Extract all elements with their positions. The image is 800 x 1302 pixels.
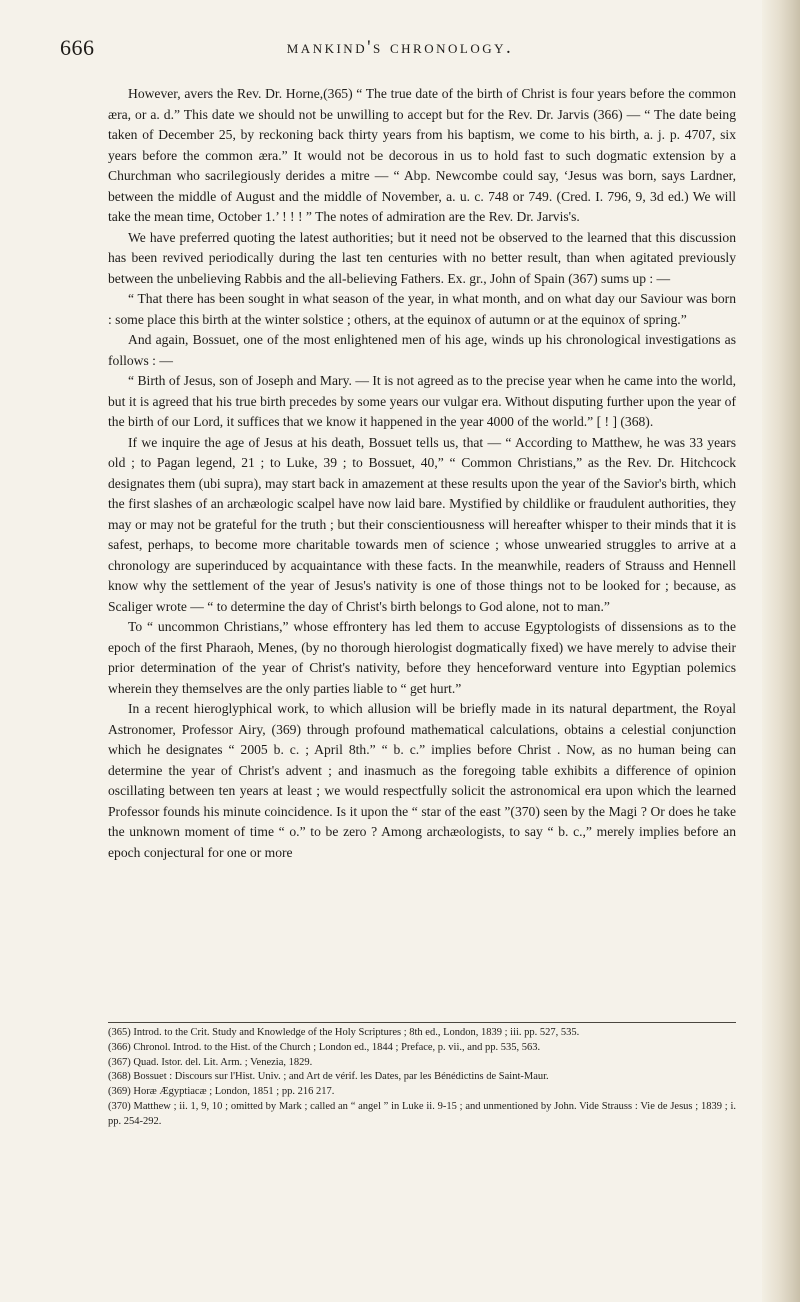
running-title: mankind's chronology. — [286, 37, 514, 58]
paragraph: If we inquire the age of Jesus at his death, Bossuet tells us, that — “ According to Matthew, he was 33 years old ; to Pagan legend, 21 ; to Luke, 39 ; to Bossuet, 40,” “ Common Christians,” as the Rev. Dr. Hitchcock designates them (ubi supra), may start back in amazement at these results upon the year of the Savior's birth, which the first slashes of an archæologic scalpel have now laid bare. Mystified by childlike or fraudulent authorities, they may or may not be grateful for the truth ; but their conscientiousness will hereafter whisper to their minds that it is safest, perhaps, to become more charitable towards men of science ; whose unwearied struggles to arrive at a chronology are superinduced by acquaintance with these facts. In the meanwhile, readers of Strauss and Hennell know why the settlement of the year of Jesus's nativity is one of those things not to be looked for ; because, as Scaliger wrote — “ to determine the day of Christ's birth belongs to God alone, not to man.” — [108, 434, 736, 614]
paragraph: We have preferred quoting the latest authorities; but it need not be observed to the learned that this discussion has been revived periodically during the last ten centuries with no better result, than when agitated previously between the unbelieving Rabbis and the all-believing Fathers. Ex. gr., John of Spain (367) sums up : — — [108, 229, 736, 286]
paragraph: To “ uncommon Christians,” whose effrontery has led them to accuse Egyptologists of dissensions as to the epoch of the first Pharaoh, Menes, (by no thorough hierologist dogmatically fixed) we have merely to advise their prior determination of the year of Christ's nativity, before they henceforward venture into Egyptian polemics wherein they themselves are the only parties liable to “ get hurt.” — [108, 619, 736, 696]
paragraph: However, avers the Rev. Dr. Horne,(365) “ The true date of the birth of Christ is four years before the common æra, or a. d.” This date we should not be unwilling to accept but for the Rev. Dr. Jarvis (366) — “ The date being taken of December 25, by reckoning back thirty years from his baptism, we come to his birth, a. j. p. 4707, six years before the common æra.” It would not be decorous in us to hold fast to such dogmatic extension by a Churchman who sacrilegiously derides a mitre — “ Abp. Newcombe could say, ‘Jesus was born, says Lardner, between the middle of August and the middle of November, a. u. c. 748 or 749. (Cred. I. 796, 9, 3d ed.) We will take the mean time, October 1.’ ! ! ! ” The notes of admiration are the Rev. Dr. Jarvis's. — [108, 86, 736, 224]
footnotes — [108, 1026, 736, 1130]
page-edge-shadow — [762, 0, 800, 1302]
page-header — [60, 35, 740, 65]
block-quote: “ That there has been sought in what season of the year, in what month, and on what day our Saviour was born : some place this birth at the winter solstice ; others, at the equinox of autumn or at the equinox of spring.” — [108, 291, 736, 327]
body-text — [108, 84, 736, 863]
footnote: (368) Bossuet : Discours sur l'Hist. Univ. ; and Art de vérif. les Dates, par les Bénédictins de Saint-Maur. — [108, 1071, 549, 1083]
footnote: (370) Matthew ; ii. 1, 9, 10 ; omitted by Mark ; called an “ angel ” in Luke ii. 9-15 ; and unmentioned by John. Vide Strauss : Vie de Jesus ; 1839 ; i. pp. 254-292. — [108, 1100, 736, 1127]
footnote: (369) Horæ Ægyptiacæ ; London, 1851 ; pp. 216 217. — [108, 1086, 335, 1098]
footnote: (367) Quad. Istor. del. Lit. Arm. ; Venezia, 1829. — [108, 1056, 313, 1068]
paragraph: In a recent hieroglyphical work, to which allusion will be briefly made in its natural department, the Royal Astronomer, Professor Airy, (369) through profound mathematical calculations, obtains a celestial conjunction which he designates “ 2005 b. c. ; April 8th.” “ b. c.” implies before Christ . Now, as no human being can determine the year of Christ's advent ; and inasmuch as the foregoing table exhibits a difference of opinion oscillating between ten years at least ; we would respectfully solicit the astronomical era upon which the learned Professor founds his minute coincidence. Is it upon the “ star of the east ”(370) seen by the Magi ? Or does he take the unknown moment of time “ o.” to be zero ? Among archæologists, to say “ b. c.,” merely implies before an epoch conjectural for one or more — [108, 701, 736, 860]
footnote: (365) Introd. to the Crit. Study and Knowledge of the Holy Scriptures ; 8th ed., London, 1839 ; iii. pp. 527, 535. — [108, 1027, 580, 1038]
paragraph: And again, Bossuet, one of the most enlightened men of his age, winds up his chronological investigations as follows : — — [108, 332, 736, 368]
page-number: 666 — [60, 35, 95, 60]
footnote: (366) Chronol. Introd. to the Hist. of the Church ; London ed., 1844 ; Preface, p. vii., and pp. 535, 563. — [108, 1041, 541, 1053]
block-quote: “ Birth of Jesus, son of Joseph and Mary. — It is not agreed as to the precise year when he came into the world, but it is agreed that his true birth precedes by some years our vulgar era. Without disputing further upon the year of the birth of our Lord, it suffices that we know it happened in the year 4000 of the world.” [ ! ] (368). — [108, 373, 736, 429]
footnote-divider — [108, 1022, 736, 1023]
